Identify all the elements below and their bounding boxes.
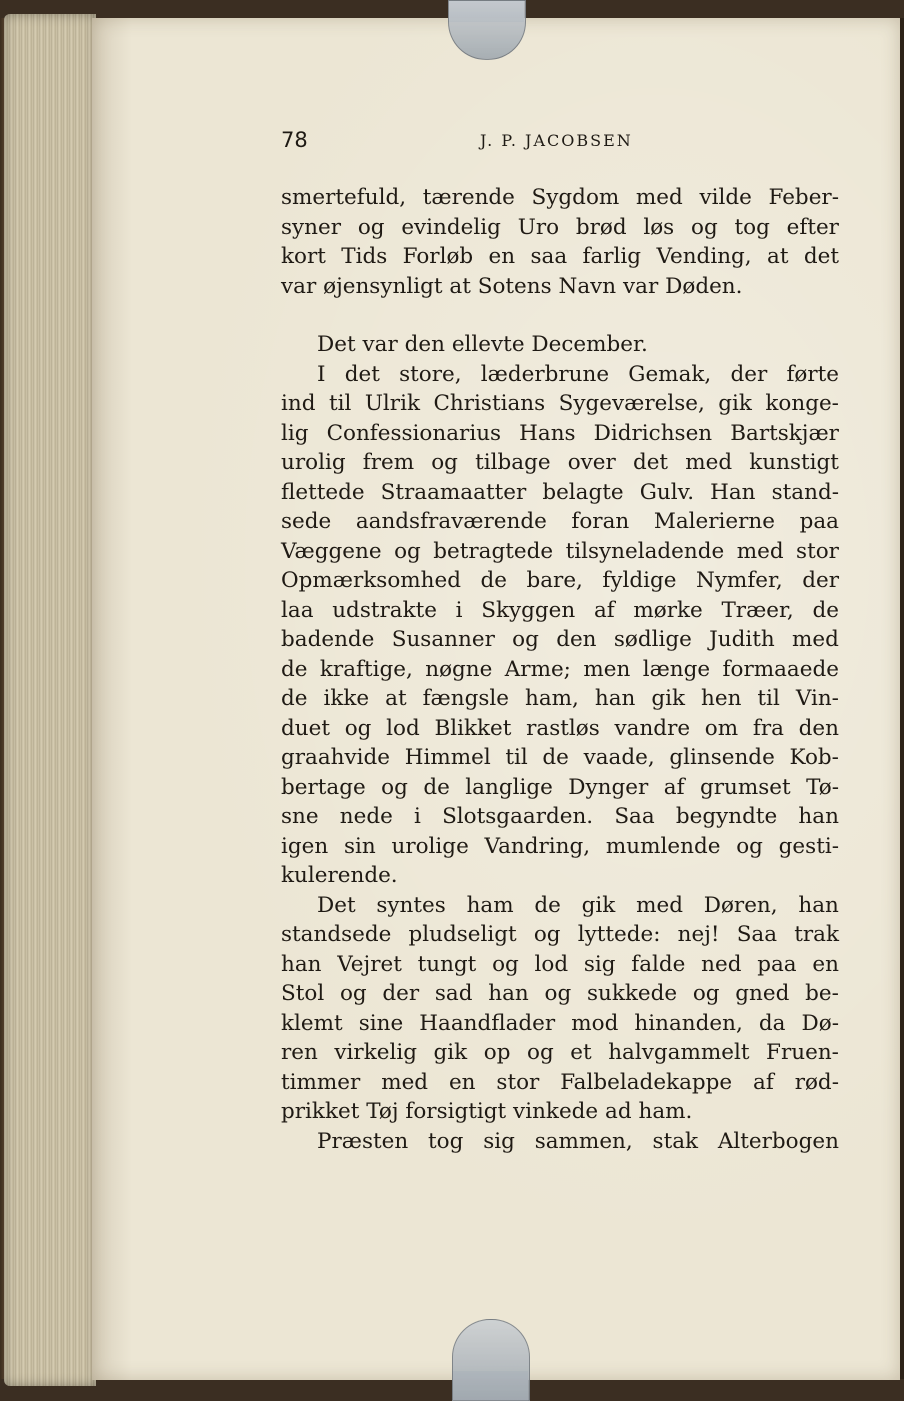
text-line: smertefuld, tærende Sygdom med vilde Feber- — [281, 185, 839, 210]
text-line: graahvide Himmel til de vaade, glinsende Kob- — [281, 745, 839, 770]
text-line: kulerende. — [281, 863, 398, 888]
paragraph-gap — [281, 301, 839, 330]
running-head — [281, 128, 841, 158]
text-line: kort Tids Forløb en saa farlig Vending, at det — [281, 244, 839, 269]
text-line: timmer med en stor Falbeladekappe af rød- — [281, 1069, 839, 1095]
text-line: bertage og de langlige Dynger af grumset Tø- — [281, 774, 839, 800]
text-line: badende Susanner og den sødlige Judith med — [281, 627, 839, 652]
text-line: klemt sine Haandflader mod hinanden, da Dø- — [281, 1010, 839, 1036]
text-line: ren virkelig gik op og et halvgammelt Fruen- — [281, 1040, 839, 1065]
text-line: Det syntes ham de gik med Døren, han — [317, 892, 839, 918]
text-line: I det store, læderbrune Gemak, der førte — [317, 361, 839, 387]
stacked-page-edges — [4, 14, 96, 1386]
text-line: urolig frem og tilbage over det med kunstigt — [281, 450, 839, 475]
text-line: sne nede i Slotsgaarden. Saa begyndte han — [281, 804, 839, 829]
text-line: sede aandsfraværende foran Malerierne paa — [281, 509, 839, 534]
body-text — [281, 183, 839, 1156]
paragraph — [281, 1127, 839, 1157]
running-head-author: J. P. JACOBSEN — [480, 131, 633, 150]
text-line: flettede Straamaatter belagte Gulv. Han stand- — [281, 479, 839, 505]
text-line: Væggene og betragtede tilsyneladende med stor — [281, 538, 839, 564]
text-line: var øjensynligt at Sotens Navn var Døden. — [281, 273, 743, 299]
paragraph — [281, 183, 839, 301]
text-line: lig Confessionarius Hans Didrichsen Bartskjær — [281, 420, 839, 446]
page-number: 78 — [281, 128, 308, 152]
text-line: igen sin urolige Vandring, mumlende og gesti- — [281, 833, 839, 859]
text-line: laa udstrakte i Skyggen af mørke Træer, de — [281, 597, 839, 623]
page-clamp-bottom — [452, 1319, 530, 1401]
text-line: Opmærksomhed de bare, fyldige Nymfer, der — [281, 568, 839, 593]
text-line: Stol og der sad han og sukkede og gned be- — [281, 981, 839, 1006]
text-line: de kraftige, nøgne Arme; men længe formaaede — [281, 656, 839, 682]
text-line: ind til Ulrik Christians Sygeværelse, gik konge- — [281, 391, 839, 416]
text-line: han Vejret tungt og lod sig falde ned paa en — [281, 951, 839, 977]
text-line: prikket Tøj forsigtigt vinkede ad ham. — [281, 1099, 693, 1124]
text-line: syner og evindelig Uro brød løs og tog efter — [281, 214, 839, 240]
text-line: Det var den ellevte December. — [317, 332, 648, 357]
text-line: standsede pludseligt og lyttede: nej! Saa trak — [281, 922, 839, 947]
text-line: Præsten tog sig sammen, stak Alterbogen — [317, 1128, 839, 1154]
paragraph — [281, 891, 839, 1127]
text-line: de ikke at fængsle ham, han gik hen til Vin- — [281, 686, 839, 711]
paragraph — [281, 330, 839, 360]
paragraph — [281, 360, 839, 891]
text-line: duet og lod Blikket rastløs vandre om fra den — [281, 715, 839, 741]
